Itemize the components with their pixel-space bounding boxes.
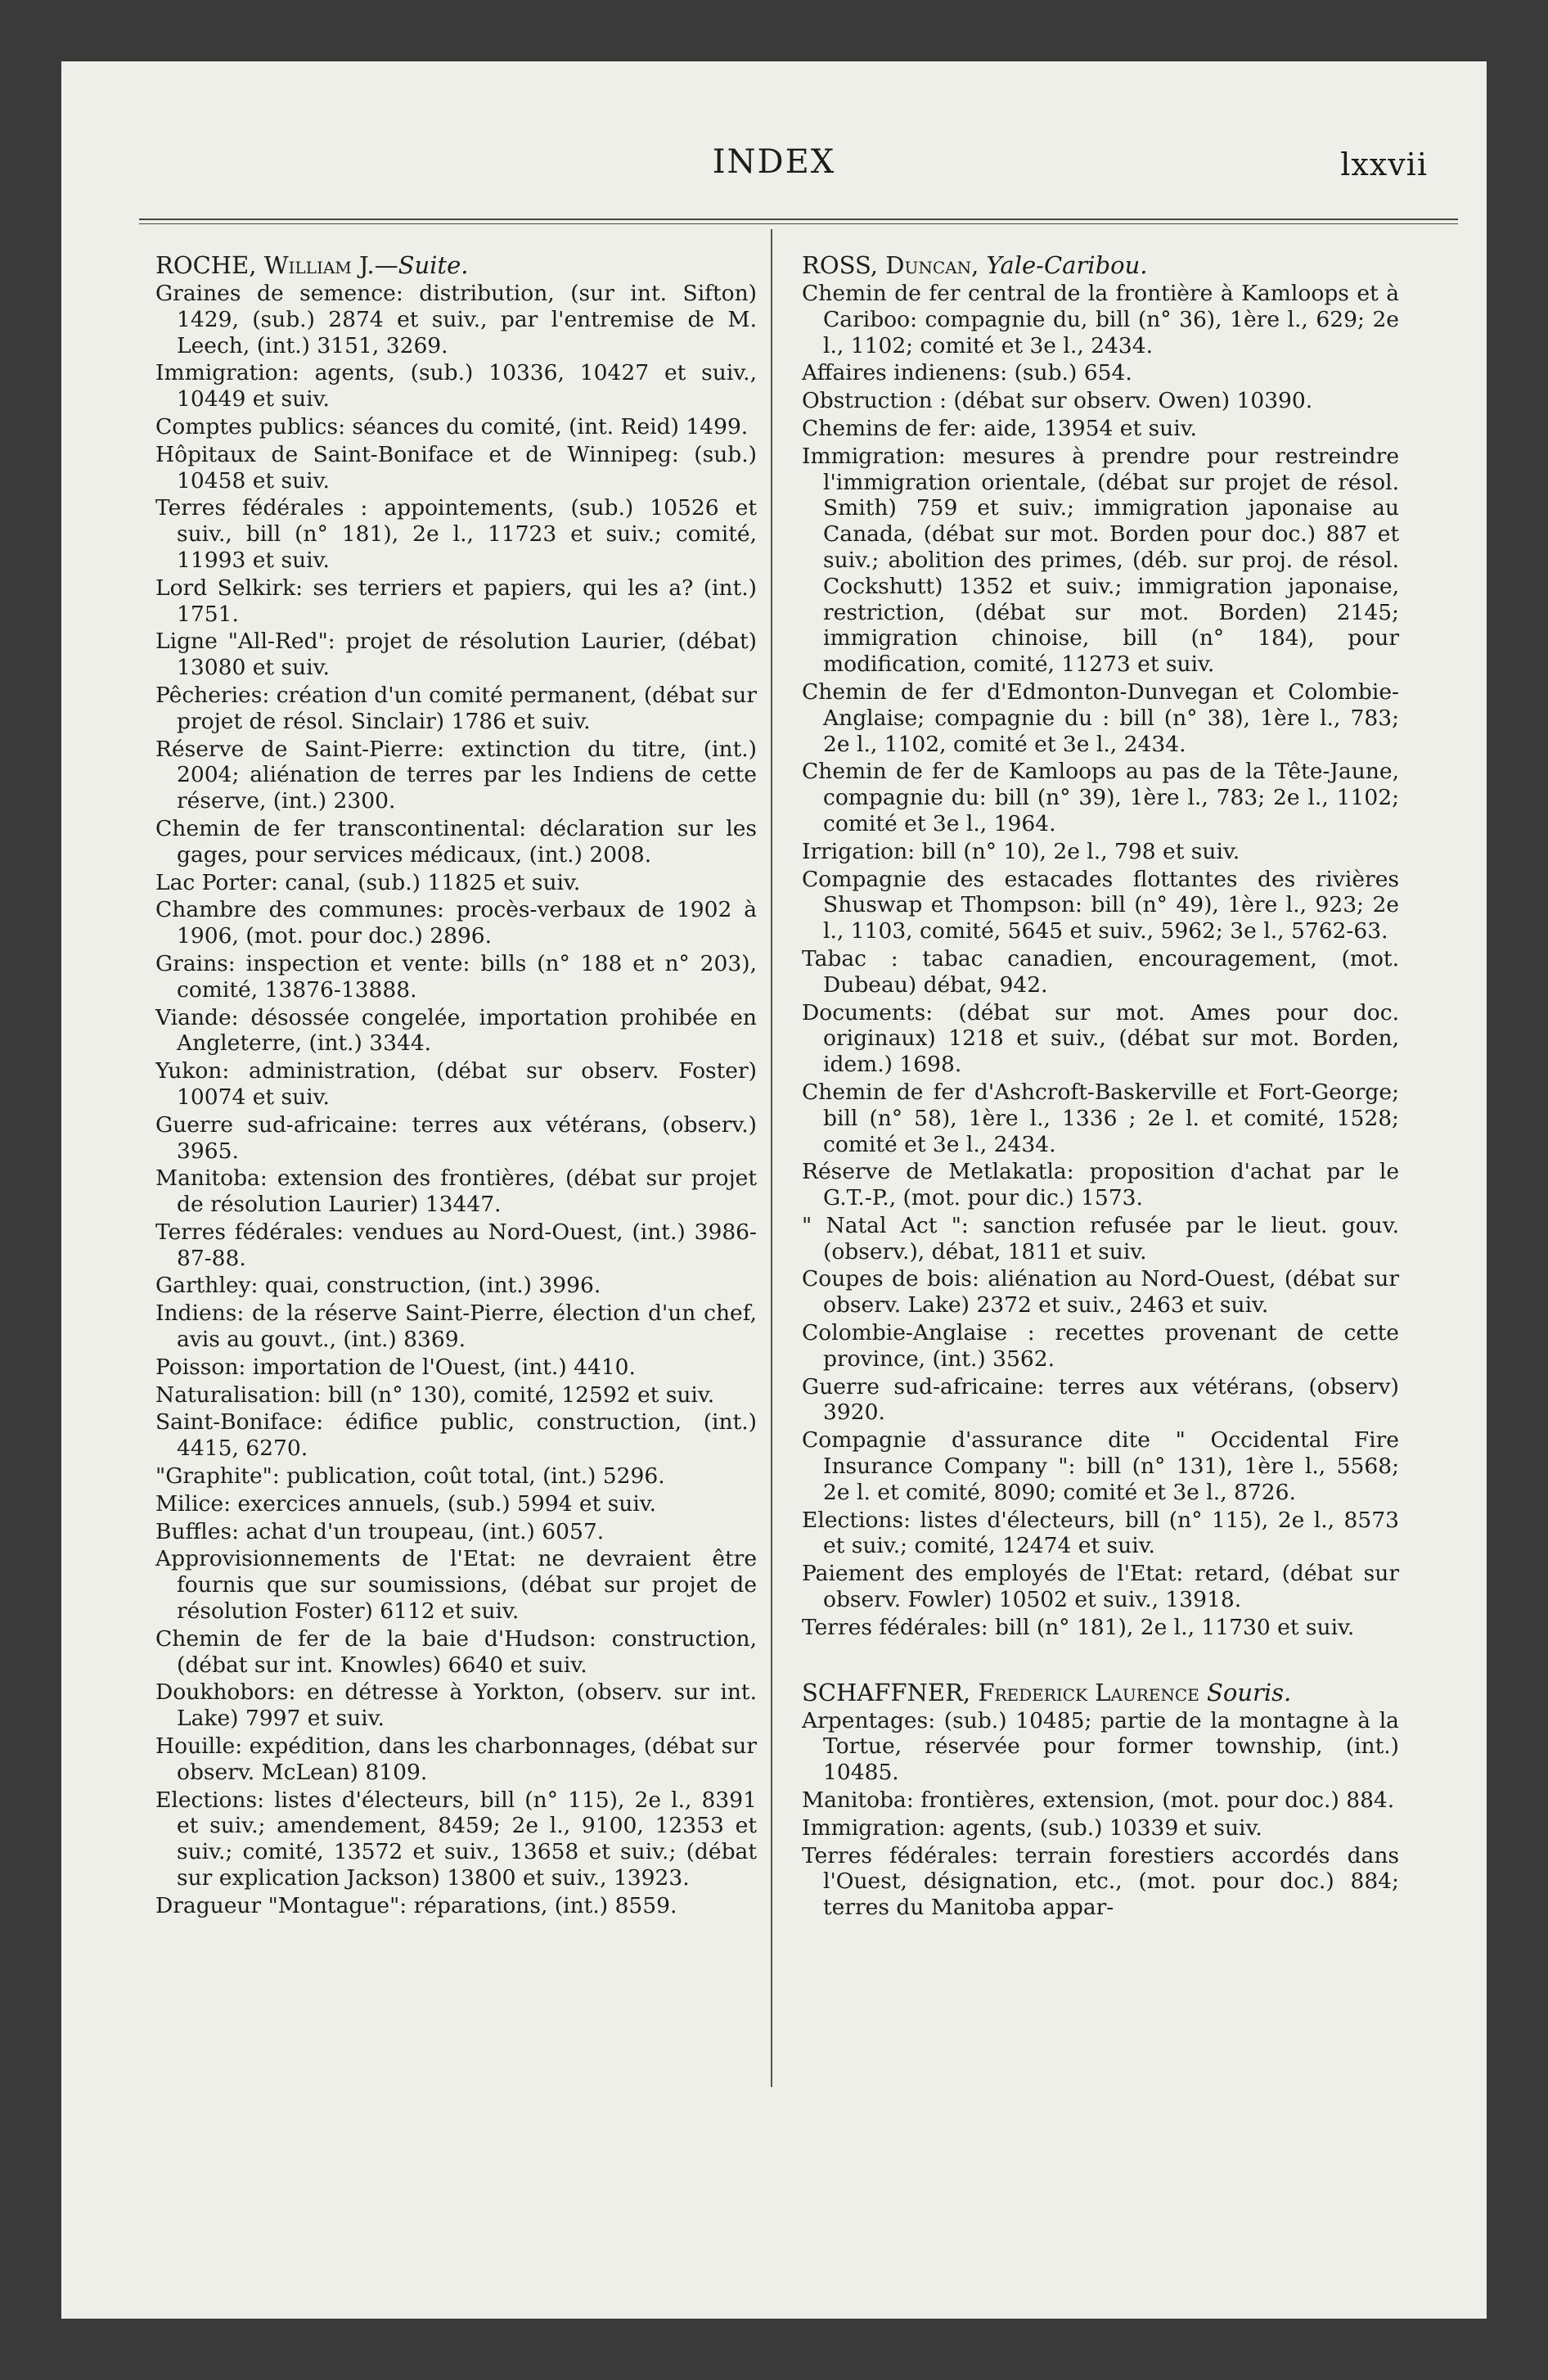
- member-name: ROSS, Duncan,: [802, 251, 979, 279]
- index-entry: Terres fédérales: bill (n° 181), 2e l., 11730 et suiv.: [802, 1614, 1355, 1640]
- index-entry: Compagnie d'assurance dite " Occidental Fire Insurance Company ": bill (n° 131), 1ère l., 5568; 2e l. et comité, 8090; comité et 3e l., 8726.: [802, 1427, 1399, 1505]
- left-column: [155, 251, 757, 1921]
- index-entry: Garthley: quai, construction, (int.) 3996.: [155, 1273, 601, 1299]
- index-entry: Documents: (débat sur mot. Ames pour doc. originaux) 1218 et suiv., (débat sur mot. Borden, idem.) 1698.: [802, 999, 1399, 1078]
- index-entry: Paiement des employés de l'Etat: retard, (débat sur observ. Fowler) 10502 et suiv., 13918.: [802, 1561, 1399, 1613]
- entry-list-ross: [802, 281, 1399, 1641]
- index-entry: Lord Selkirk: ses terriers et papiers, qui les a? (int.) 1751.: [155, 575, 757, 627]
- running-title: INDEX: [712, 143, 836, 181]
- index-entry: Manitoba: extension des frontières, (débat sur projet de résolution Laurier) 13447.: [155, 1165, 757, 1218]
- index-entry: Pêcheries: création d'un comité permanent, (débat sur projet de résol. Sinclair) 1786 et suiv.: [155, 682, 757, 734]
- index-entry: Manitoba: frontières, extension, (mot. pour doc.) 884.: [802, 1787, 1395, 1814]
- index-entry: Chemin de fer d'Edmonton-Dunvegan et Colombie-Anglaise; compagnie du : bill (n° 38), 1ère l., 783; 2e l., 1102, comité et 3e l., 2434.: [802, 678, 1399, 757]
- index-entry: Affaires indienens: (sub.) 654.: [802, 360, 1132, 386]
- index-entry: Immigration: mesures à prendre pour restreindre l'immigration orientale, (débat sur projet de résol. Smith) 759 et suiv.; immigration japonaise au Canada, (débat sur mot. Borden pour doc.) 887 et suiv.; abolition des primes, (déb. sur proj. de résol. Cockshutt) 1352 et suiv.; immigration japonaise, restriction, (débat sur mot. Borden) 2145; immigration chinoise, bill (n° 184), pour modification, comité, 11273 et suiv.: [802, 443, 1399, 678]
- index-entry: Chambre des communes: procès-verbaux de 1902 à 1906, (mot. pour doc.) 2896.: [155, 897, 757, 949]
- index-entry: Saint-Boniface: édifice public, construction, (int.) 4415, 6270.: [155, 1409, 757, 1462]
- page-number: lxxvii: [1340, 146, 1428, 183]
- index-entry: Ligne "All-Red": projet de résolution Laurier, (débat) 13080 et suiv.: [155, 629, 757, 681]
- index-entry: Guerre sud-africaine: terres aux vétérans, (observ) 3920.: [802, 1373, 1399, 1426]
- index-entry: Lac Porter: canal, (sub.) 11825 et suiv.: [155, 869, 581, 895]
- index-entry: Yukon: administration, (débat sur observ. Foster) 10074 et suiv.: [155, 1058, 757, 1110]
- index-entry: Tabac : tabac canadien, encouragement, (mot. Dubeau) débat, 942.: [802, 945, 1399, 998]
- index-entry: Terres fédérales: terrain forestiers accordés dans l'Ouest, désignation, etc., (mot. pour doc.) 884; terres du Manitoba appar-: [802, 1842, 1399, 1921]
- index-entry: Obstruction : (débat sur observ. Owen) 10390.: [802, 388, 1313, 414]
- index-entry: Poisson: importation de l'Ouest, (int.) 4410.: [155, 1354, 636, 1380]
- index-entry: Milice: exercices annuels, (sub.) 5994 et suiv.: [155, 1490, 657, 1517]
- index-entry: Indiens: de la réserve Saint-Pierre, élection d'un chef, avis au gouvt., (int.) 8369.: [155, 1300, 757, 1353]
- index-entry: Graines de semence: distribution, (sur int. Sifton) 1429, (sub.) 2874 et suiv., par l'entremise de M. Leech, (int.) 3151, 3269.: [155, 281, 757, 358]
- section-gap: [802, 1643, 1399, 1679]
- member-riding: Souris.: [1207, 1678, 1292, 1706]
- index-entry: Réserve de Metlakatla: proposition d'achat par le G.T.-P., (mot. pour dic.) 1573.: [802, 1159, 1399, 1211]
- index-entry: Viande: désossée congelée, importation prohibée en Angleterre, (int.) 3344.: [155, 1004, 757, 1057]
- index-entry: Coupes de bois: aliénation au Nord-Ouest, (débat sur observ. Lake) 2372 et suiv., 2463 et suiv.: [802, 1266, 1399, 1318]
- member-riding: Yale-Caribou.: [986, 251, 1148, 279]
- index-entry: Doukhobors: en détresse à Yorkton, (observ. sur int. Lake) 7997 et suiv.: [155, 1679, 757, 1732]
- member-heading-roche: [155, 251, 757, 279]
- index-entry: Chemins de fer: aide, 13954 et suiv.: [802, 415, 1197, 441]
- member-riding: Suite.: [398, 251, 469, 279]
- index-entry: Guerre sud-africaine: terres aux vétérans, (observ.) 3965.: [155, 1111, 757, 1164]
- right-column: [802, 251, 1399, 1922]
- index-entry: Approvisionnements de l'Etat: ne devraient être fournis que sur soumissions, (débat sur projet de résolution Foster) 6112 et suiv.: [155, 1546, 757, 1625]
- member-heading-ross: [802, 251, 1399, 279]
- index-entry: Terres fédérales: vendues au Nord-Ouest, (int.) 3986-87-88.: [155, 1219, 757, 1271]
- index-entry: Naturalisation: bill (n° 130), comité, 12592 et suiv.: [155, 1382, 715, 1408]
- entry-list-roche: [155, 281, 757, 1919]
- index-page: [61, 61, 1487, 2319]
- index-entry: Chemin de fer de Kamloops au pas de la Tête-Jaune, compagnie du: bill (n° 39), 1ère l., 783; 2e l., 1102; comité et 3e l., 1964.: [802, 759, 1399, 836]
- index-entry: Elections: listes d'électeurs, bill (n° 115), 2e l., 8391 et suiv.; amendement, 8459; 2e l., 9100, 12353 et suiv.; comité, 13572 et suiv., 13658 et suiv.; (débat sur explication Jackson) 13800 et suiv., 13923.: [155, 1787, 757, 1891]
- column-divider: [771, 229, 772, 2087]
- index-entry: Hôpitaux de Saint-Boniface et de Winnipeg: (sub.) 10458 et suiv.: [155, 441, 757, 494]
- index-entry: Colombie-Anglaise : recettes provenant de cette province, (int.) 3562.: [802, 1320, 1399, 1372]
- index-entry: Terres fédérales : appointements, (sub.) 10526 et suiv., bill (n° 181), 2e l., 11723 et suiv.; comité, 11993 et suiv.: [155, 495, 757, 573]
- member-name: SCHAFFNER, Frederick Laurence: [802, 1678, 1199, 1706]
- index-entry: Immigration: agents, (sub.) 10336, 10427 et suiv., 10449 et suiv.: [155, 360, 757, 412]
- index-entry: Chemin de fer de la baie d'Hudson: construction, (débat sur int. Knowles) 6640 et suiv.: [155, 1625, 757, 1678]
- index-entry: Buffles: achat d'un troupeau, (int.) 6057.: [155, 1518, 605, 1544]
- index-entry: Réserve de Saint-Pierre: extinction du titre, (int.) 2004; aliénation de terres par les Indiens de cette réserve, (int.) 2300.: [155, 736, 757, 814]
- index-entry: Compagnie des estacades flottantes des rivières Shuswap et Thompson: bill (n° 49), 1ère l., 923; 2e l., 1103, comité, 5645 et suiv., 5962; 3e l., 5762-63.: [802, 866, 1399, 944]
- index-entry: Comptes publics: séances du comité, (int. Reid) 1499.: [155, 413, 749, 439]
- index-entry: Chemin de fer transcontinental: déclaration sur les gages, pour services médicaux, (int.) 2008.: [155, 815, 757, 868]
- index-entry: Houille: expédition, dans les charbonnages, (débat sur observ. McLean) 8109.: [155, 1733, 757, 1785]
- index-entry: Chemin de fer central de la frontière à Kamloops et à Cariboo: compagnie du, bill (n° 36), 1ère l., 629; 2e l., 1102; comité et 3e l., 2434.: [802, 281, 1399, 358]
- index-entry: Grains: inspection et vente: bills (n° 188 et n° 203), comité, 13876-13888.: [155, 950, 757, 1003]
- index-entry: Elections: listes d'électeurs, bill (n° 115), 2e l., 8573 et suiv.; comité, 12474 et suiv.: [802, 1507, 1399, 1559]
- index-entry: Immigration: agents, (sub.) 10339 et suiv.: [802, 1814, 1262, 1841]
- index-entry: Arpentages: (sub.) 10485; partie de la montagne à la Tortue, réservée pour former township, (int.) 10485.: [802, 1707, 1399, 1786]
- member-name: ROCHE, William J.—: [155, 251, 398, 279]
- index-entry: " Natal Act ": sanction refusée par le lieut. gouv. (observ.), débat, 1811 et suiv.: [802, 1212, 1399, 1264]
- entry-list-schaffner: [802, 1708, 1399, 1921]
- index-entry: "Graphite": publication, coût total, (int.) 5296.: [155, 1463, 665, 1490]
- header-rule: [139, 219, 1458, 224]
- index-entry: Chemin de fer d'Ashcroft-Baskerville et Fort-George; bill (n° 58), 1ère l., 1336 ; 2e l. et comité, 1528; comité et 3e l., 2434.: [802, 1079, 1399, 1157]
- index-entry: Dragueur "Montague": réparations, (int.) 8559.: [155, 1892, 677, 1918]
- member-heading-schaffner: [802, 1679, 1399, 1706]
- index-entry: Irrigation: bill (n° 10), 2e l., 798 et suiv.: [802, 838, 1240, 864]
